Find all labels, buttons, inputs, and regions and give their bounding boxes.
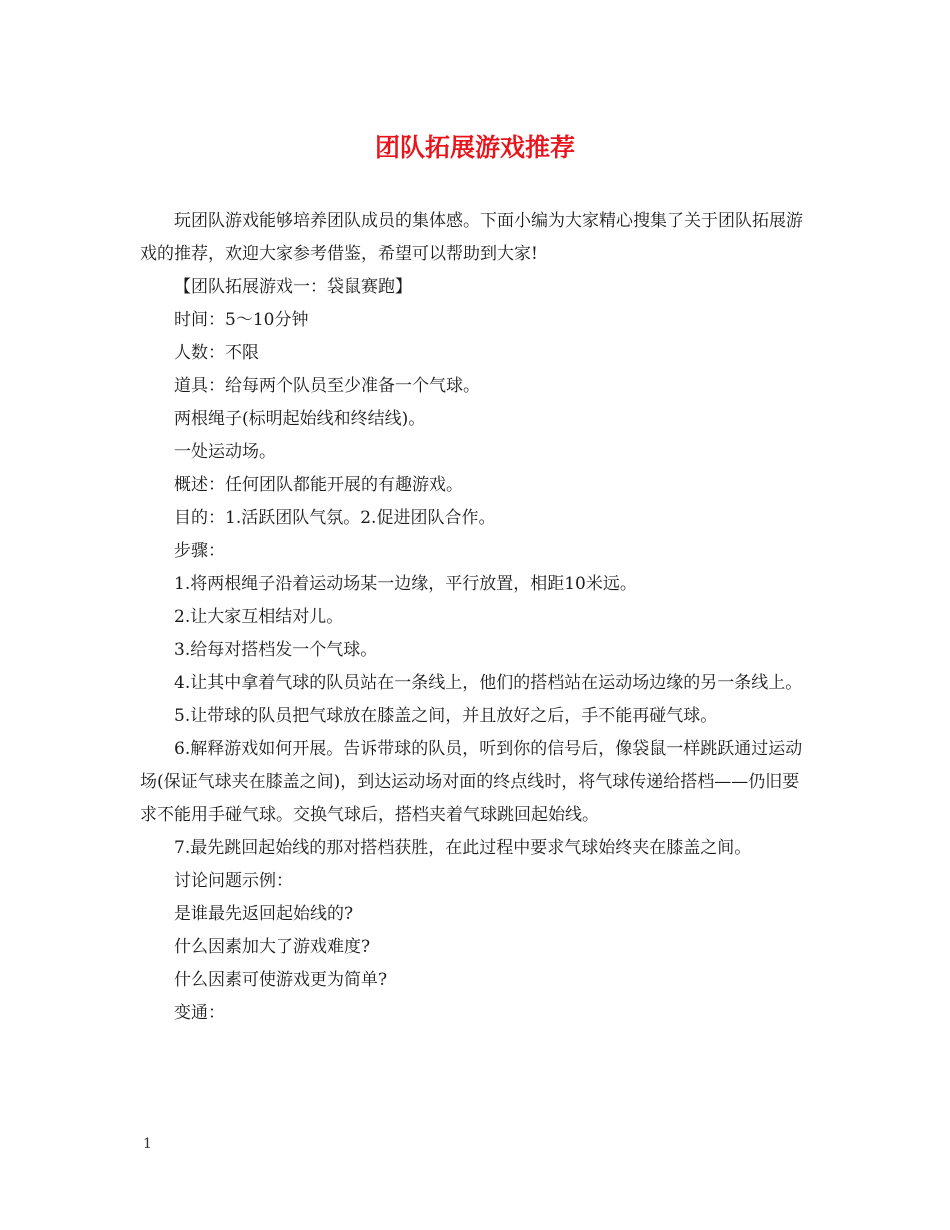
paragraph-people: 人数：不限 [174, 343, 259, 363]
paragraph-discussion-label: 讨论问题示例： [174, 871, 293, 891]
paragraph-step-6: 6.解释游戏如何开展。告诉带球的队员，听到你的信号后，像袋鼠一样跳跃通过运动场(保证气球夹在膝盖之间)，到达运动场对面的终点线时，将气球传递给搭档——仍旧要求不能用手碰气球。交换气球后，搭档夹着气球跳回起始线。 [140, 739, 803, 825]
paragraph-steps-label: 步骤： [174, 541, 225, 561]
paragraph-question-1: 是谁最先返回起始线的? [174, 904, 354, 924]
paragraph-step-3: 3.给每对搭档发一个气球。 [174, 640, 378, 660]
paragraph-overview: 概述：任何团队都能开展的有趣游戏。 [174, 475, 463, 495]
paragraph-step-7: 7.最先跳回起始线的那对搭档获胜，在此过程中要求气球始终夹在膝盖之间。 [174, 838, 752, 858]
paragraph-question-3: 什么因素可使游戏更为简单? [174, 970, 388, 990]
paragraph-step-2: 2.让大家互相结对儿。 [174, 607, 344, 627]
paragraph-step-5: 5.让带球的队员把气球放在膝盖之间，并且放好之后，手不能再碰气球。 [174, 706, 718, 726]
paragraph-intro: 玩团队游戏能够培养团队成员的集体感。下面小编为大家精心搜集了关于团队拓展游戏的推荐，欢迎大家参考借鉴，希望可以帮助到大家! [140, 211, 803, 264]
document-title: 团队拓展游戏推荐 [374, 133, 575, 162]
paragraph-field: 一处运动场。 [174, 442, 276, 462]
paragraph-ropes: 两根绳子(标明起始线和终结线)。 [174, 409, 426, 429]
section-heading: 【团队拓展游戏一：袋鼠赛跑】 [174, 277, 412, 297]
page-number: 1 [143, 1136, 152, 1152]
paragraph-variation-label: 变通： [174, 1003, 225, 1023]
paragraph-purpose: 目的：1.活跃团队气氛。2.促进团队合作。 [174, 508, 496, 528]
document-body [140, 205, 815, 1030]
paragraph-step-4: 4.让其中拿着气球的队员站在一条线上，他们的搭档站在运动场边缘的另一条线上。 [174, 673, 803, 693]
paragraph-props: 道具：给每两个队员至少准备一个气球。 [174, 376, 480, 396]
paragraph-question-2: 什么因素加大了游戏难度? [174, 937, 371, 957]
paragraph-time: 时间：5～10分钟 [174, 310, 309, 330]
paragraph-step-1: 1.将两根绳子沿着运动场某一边缘，平行放置，相距10米远。 [174, 574, 637, 594]
